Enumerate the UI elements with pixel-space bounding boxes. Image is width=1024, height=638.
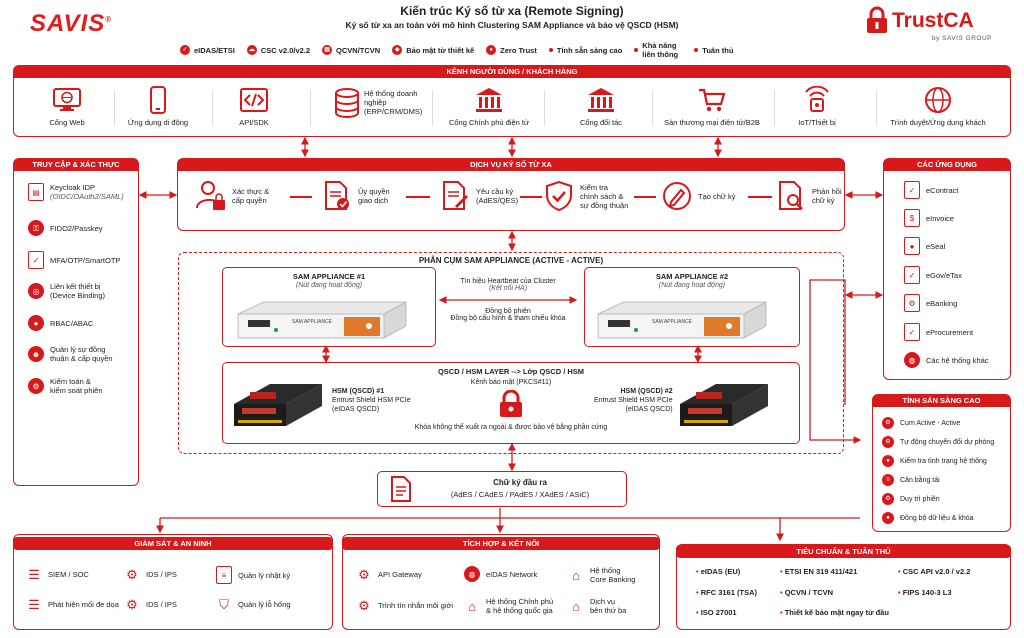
integration-item-message-broker[interactable]: ⚙ Trình tín nhắn môi giới	[356, 597, 453, 613]
balance-icon: ≡	[882, 474, 894, 486]
shield-icon: ✓	[180, 45, 190, 55]
monitor-item-vuln[interactable]: ⛉ Quản lý lỗ hổng	[216, 596, 291, 612]
user-icon: ●	[882, 512, 894, 524]
heartbeat-label: Tín hiệu Heartbeat của Cluster (Kết nối HA)	[460, 278, 556, 292]
cluster-title: PHÂN CỤM SAM APPLIANCE (ACTIVE - ACTIVE)	[418, 256, 604, 265]
globe-icon: ◍	[904, 352, 920, 368]
globe-monitor-icon	[52, 86, 82, 114]
integration-item-eidas-network[interactable]: ◍ eIDAS Network	[464, 566, 537, 582]
iot-device-icon	[802, 86, 832, 114]
cluster-icon: ⚙	[882, 417, 894, 429]
ha-item-active-active[interactable]: ⚙ Cụm Active - Active	[882, 417, 960, 429]
standard-fips: • FIPS 140-3 L3	[898, 588, 952, 597]
app-item-egov[interactable]: ✓ eGov/eTax	[904, 266, 962, 284]
fingerprint-icon: ◎	[28, 283, 44, 299]
page-title: Kiến trúc Ký số từ xa (Remote Signing)	[400, 4, 624, 18]
channel-mobile-app[interactable]: Ứng dụng di động	[103, 86, 213, 127]
access-item-mfa[interactable]: ✓ MFA/OTP/SmartOTP	[28, 251, 120, 269]
app-item-other[interactable]: ◍ Các hệ thống khác	[904, 352, 989, 368]
monitor-item-log[interactable]: ≡ Quản lý nhật ký	[216, 566, 290, 584]
app-item-eprocurement[interactable]: ✓ eProcurement	[904, 323, 973, 341]
document-check-icon	[322, 180, 352, 212]
channels-title: KÊNH NGƯỜI DÙNG / KHÁCH HÀNG	[14, 66, 1010, 78]
bullet-icon	[634, 48, 638, 52]
standard-etsi: • ETSI EN 319 411/421	[780, 567, 858, 576]
page-subtitle: Ký số từ xa an toàn với mô hình Clustering SAM Appliance và bảo vệ QSCD (HSM)	[345, 20, 679, 30]
procurement-icon: ✓	[904, 323, 920, 341]
lock-icon	[498, 390, 524, 418]
app-item-econtract[interactable]: ✓ eContract	[904, 181, 959, 199]
lock-icon	[866, 6, 888, 34]
monitor-item-siem[interactable]: ☰ SIEM / SOC	[26, 566, 89, 582]
users-icon: ☻	[28, 346, 44, 362]
ha-item-session[interactable]: ⚙ Duy trì phiên	[882, 493, 940, 505]
step-sign-request[interactable]: Yêu cầu ký (AdES/QES)	[440, 180, 518, 212]
feature-tags	[180, 38, 820, 62]
shield-icon: ⛉	[219, 596, 229, 612]
monitor-item-ids-1[interactable]: ⚙ IDS / IPS	[124, 566, 177, 582]
standard-qcvn: • QCVN / TCVN	[780, 588, 834, 597]
document-icon	[390, 476, 412, 502]
server-icon: ☰	[28, 596, 40, 612]
cloud-icon: ☁	[247, 45, 257, 55]
standard-security-by-design: • Thiết kế bảo mật ngay từ đầu	[780, 608, 889, 617]
database-icon: ☰	[28, 566, 40, 582]
standard-csc-api: • CSC API v2.0 / v2.2	[898, 567, 971, 576]
sync-label: Đồng bộ phiên Đồng bộ cấu hình & tham chiếu khóa	[450, 308, 566, 322]
channel-egov-portal[interactable]: Cổng Chính phủ điện tử	[434, 86, 544, 127]
output-title: Chữ ký đầu ra	[493, 478, 547, 487]
channel-partner-portal[interactable]: Cổng đối tác	[546, 86, 656, 127]
tag-eidas: ✓ eIDAS/ETSI	[180, 45, 235, 55]
document-icon: ▤	[322, 45, 332, 55]
tag-ha: Tính sẵn sàng cao	[549, 46, 622, 55]
pen-icon	[662, 180, 692, 212]
globe-icon	[923, 86, 953, 114]
access-item-device-binding[interactable]: ◎ Liên kết thiết bị (Device Binding)	[28, 282, 105, 300]
app-item-ebanking[interactable]: ⚙ eBanking	[904, 294, 957, 312]
user-lock-icon	[196, 180, 226, 212]
government-building-icon	[474, 86, 504, 114]
monitor-item-threat[interactable]: ☰ Phát hiện mối đe dọa	[26, 596, 119, 612]
output-formats: (AdES / CAdES / PAdES / XAdES / ASiC)	[450, 490, 590, 499]
access-item-keycloak[interactable]: ▤ Keycloak IDP (OIDC/OAuth2/SAML)	[28, 183, 124, 201]
ha-title: TÍNH SẴN SÀNG CAO	[873, 395, 1010, 407]
channel-enterprise[interactable]: Hệ thống doanh nghiệp (ERP/CRM/DMS)	[334, 86, 434, 126]
access-item-audit[interactable]: ⚙ Kiểm toán & kiểm soát phiên	[28, 377, 103, 395]
step-authenticate[interactable]: Xác thực & cấp quyền	[196, 180, 269, 212]
invoice-icon: $	[904, 209, 920, 227]
target-icon: ⚙	[126, 596, 138, 612]
gear-icon: ⚙	[28, 378, 44, 394]
access-item-rbac[interactable]: ● RBAC/ABAC	[28, 315, 93, 331]
shield-check-icon	[544, 180, 574, 212]
network-icon: ⚙	[358, 566, 370, 582]
output-panel	[377, 471, 627, 507]
server-rack-icon: SAM APPLIANCE	[234, 300, 410, 340]
bank-document-icon: ⚙	[904, 294, 920, 312]
channel-api-sdk[interactable]: API/SDK	[199, 86, 309, 127]
channel-iot[interactable]: IoT/Thiết bị	[762, 86, 872, 127]
diamond-icon: ◆	[392, 45, 402, 55]
ha-item-failover[interactable]: ⚙ Tự động chuyển đổi dự phòng	[882, 436, 994, 448]
shopping-cart-icon	[697, 86, 727, 114]
app-item-eseal[interactable]: ● eSeal	[904, 237, 945, 255]
log-icon: ≡	[216, 566, 232, 584]
step-authorize[interactable]: Ủy quyền giao dịch	[322, 180, 390, 212]
code-icon	[239, 86, 269, 114]
bank-icon	[586, 86, 616, 114]
trustca-logo: TrustCA by SAVIS GROUP	[866, 4, 996, 44]
otp-icon: ✓	[28, 251, 44, 269]
hsm-1[interactable]: HSM (QSCD) #1 Entrust Shield HSM PCIe (eIDAS QSCD)	[332, 388, 411, 413]
building-icon: ⌂	[468, 598, 476, 614]
user-lock-icon: ●	[28, 315, 44, 331]
step-create-signature[interactable]: Tạo chữ ký	[662, 180, 736, 212]
tag-zerotrust: ● Zero Trust	[486, 45, 537, 55]
access-title: TRUY CẬP & XÁC THỰC	[14, 159, 138, 171]
document-icon: ✓	[904, 181, 920, 199]
integration-item-gov-systems[interactable]: ⌂ Hệ thống Chính phủ & hệ thống quốc gia	[464, 597, 553, 615]
integration-item-api-gateway[interactable]: ⚙ API Gateway	[356, 566, 422, 582]
database-icon	[334, 88, 360, 123]
hsm-2[interactable]: HSM (QSCD) #2 Entrust Shield HSM PCIe (eIDAS QSCD)	[594, 388, 673, 413]
step-signature-response[interactable]: Phản hồi chữ ký	[776, 180, 842, 212]
bank-icon: ⌂	[572, 567, 580, 583]
globe-icon: ◍	[464, 566, 480, 582]
gear-icon: ⚙	[882, 493, 894, 505]
tag-security: ◆ Bảo mật từ thiết kế	[392, 45, 474, 55]
key-protection-note: Khóa không thể xuất ra ngoài & được bảo vệ bằng phần cứng	[414, 424, 608, 431]
target-icon: ⚙	[126, 566, 138, 582]
savis-logo: SAVIS®	[30, 10, 113, 37]
integration-item-core-banking[interactable]: ⌂ Hệ thống Core Banking	[568, 566, 635, 584]
access-item-consent[interactable]: ☻ Quản lý sự đồng thuận & cấp quyền	[28, 345, 113, 363]
access-item-fido2[interactable]: ⚿ FIDO2/Passkey	[28, 220, 103, 236]
standard-rfc3161: • RFC 3161 (TSA)	[696, 588, 757, 597]
ha-item-health-check[interactable]: ● Kiểm tra tình trạng hệ thống	[882, 455, 987, 467]
bullet-icon	[549, 48, 553, 52]
hsm-layer-title: QSCD / HSM LAYER --> Lớp QSCD / HSM	[437, 367, 585, 376]
document-search-icon	[776, 180, 806, 212]
tag-interop: Khả năng liên thông	[634, 41, 682, 59]
tag-qcvn: ▤ QCVN/TCVN	[322, 45, 380, 55]
ha-item-sync[interactable]: ● Đồng bộ dữ liệu & khóa	[882, 512, 974, 524]
bullet-icon	[694, 48, 698, 52]
broker-icon: ⚙	[358, 597, 370, 613]
standard-eidas: • eIDAS (EU)	[696, 567, 741, 576]
server-rack-icon: SAM APPLIANCE	[594, 300, 770, 340]
seal-icon: ●	[904, 237, 920, 255]
pkcs11-label: Kênh bảo mật (PKCS#11)	[470, 379, 552, 386]
signing-title: DỊCH VỤ KÝ SỐ TỪ XA	[178, 159, 844, 171]
standards-title: TIÊU CHUẨN & TUÂN THỦ	[676, 545, 1011, 558]
tag-compliance: Tuân thủ	[694, 46, 733, 55]
gov-document-icon: ✓	[904, 266, 920, 284]
tag-csc: ☁ CSC v2.0/v2.2	[248, 45, 311, 55]
channel-web-portal[interactable]: Cổng Web	[12, 86, 122, 127]
user-icon: ●	[486, 45, 496, 55]
id-card-icon: ▤	[28, 183, 44, 201]
app-item-einvoice[interactable]: $ eInvoice	[904, 209, 954, 227]
standard-iso27001: • ISO 27001	[696, 608, 737, 617]
user-icon: ●	[882, 455, 894, 467]
step-policy-check[interactable]: Kiểm tra chính sách & sự đồng thuận	[544, 180, 628, 212]
monitor-item-ids-2[interactable]: ⚙ IDS / IPS	[124, 596, 177, 612]
bank-icon: ⌂	[572, 598, 580, 614]
key-icon: ⚿	[28, 220, 44, 236]
ha-item-load-balancing[interactable]: ≡ Cân bằng tải	[882, 474, 940, 486]
mobile-icon	[143, 86, 173, 114]
integration-title: TÍCH HỢP & KẾT NỐI	[342, 537, 660, 550]
gear-icon: ⚙	[882, 436, 894, 448]
apps-title: CÁC ỨNG DỤNG	[884, 159, 1010, 171]
channel-ecommerce[interactable]: Sàn thương mại điện tử/B2B	[650, 86, 774, 127]
monitor-title: GIÁM SÁT & AN NINH	[13, 537, 333, 550]
channel-browser-client[interactable]: Trình duyệt/Ứng dụng khách	[878, 86, 998, 127]
document-pen-icon	[440, 180, 470, 212]
integration-item-third-party[interactable]: ⌂ Dịch vụ bên thứ ba	[568, 597, 626, 615]
